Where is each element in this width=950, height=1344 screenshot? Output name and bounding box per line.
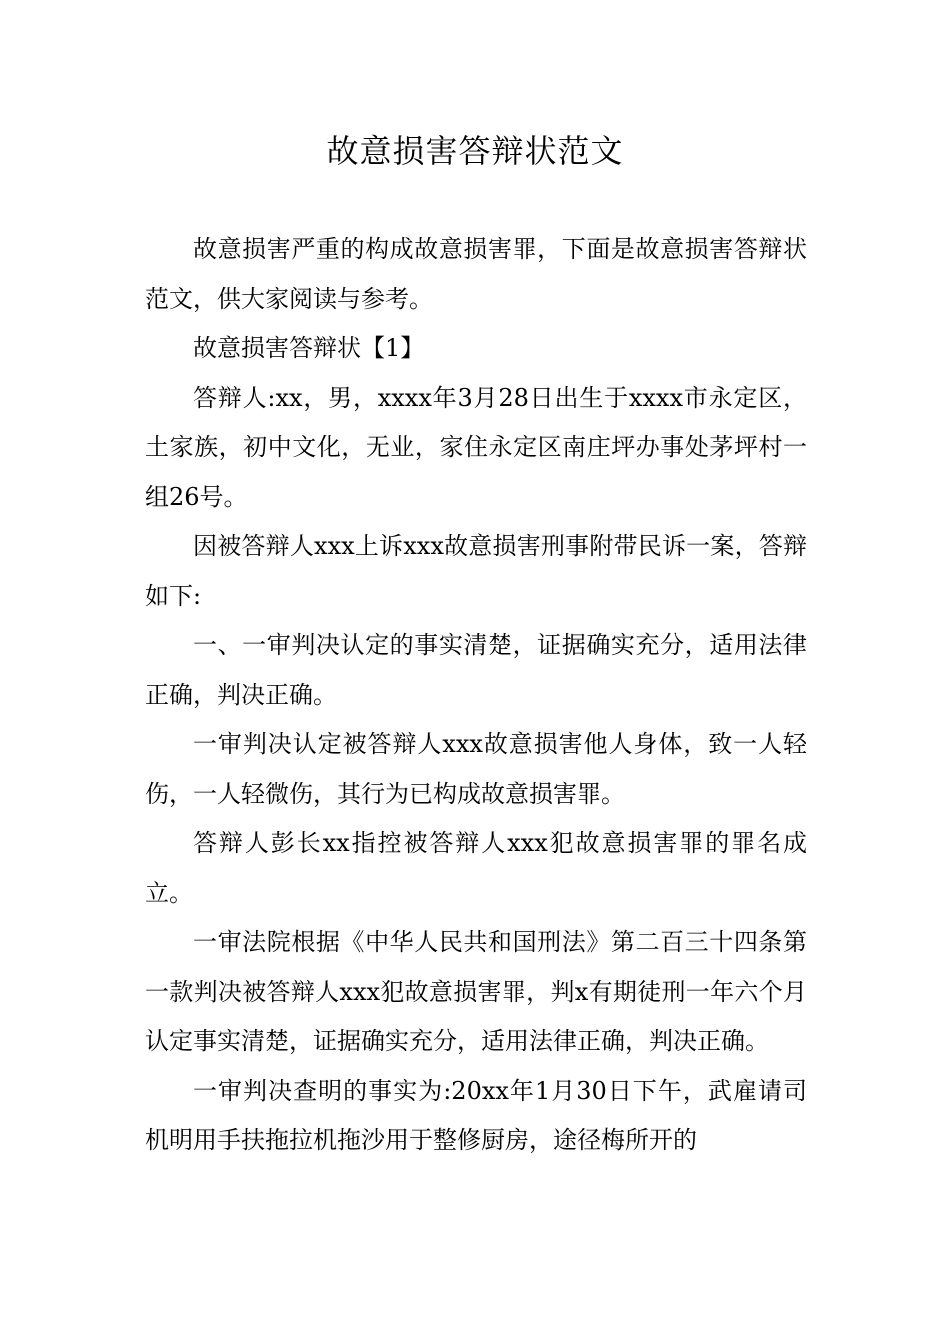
paragraph-legal-basis: 一审法院根据《中华人民共和国刑法》第二百三十四条第一款判决被答辩人xxx犯故意损害罪，判x有期徒刑一年六个月认定事实清楚，证据确实充分，适用法律正确，判决正确。 [145,928,807,1055]
document-title: 故意损害答辩状范文 [326,132,624,170]
paragraph-judgment-finding: 一审判决认定被答辩人xxx故意损害他人身体，致一人轻伤，一人轻微伤，其行为已构成故意损害罪。 [145,730,807,808]
paragraph-case-statement: 因被答辩人xxx上诉xxx故意损害刑事附带民诉一案，答辩如下: [145,532,807,610]
paragraph-intro: 故意损害严重的构成故意损害罪，下面是故意损害答辩状范文，供大家阅读与参考。 [145,235,807,313]
paragraph-facts: 一审判决查明的事实为:20xx年1月30日下午，武雇请司机明用手扶拖拉机拖沙用于整修厨房，途径梅所开的 [145,1076,807,1154]
paragraph-charge-established: 答辩人彭长xx指控被答辩人xxx犯故意损害罪的罪名成立。 [145,829,807,907]
paragraph-point-one: 一、一审判决认定的事实清楚，证据确实充分，适用法律正确，判决正确。 [145,631,807,709]
document-body [145,225,807,1166]
paragraph-section-heading: 故意损害答辩状【1】 [193,334,425,362]
paragraph-respondent-info: 答辩人:xx，男，xxxx年3月28日出生于xxxx市永定区，土家族，初中文化，无业，家住永定区南庄坪办事处茅坪村一组26号。 [145,383,807,511]
